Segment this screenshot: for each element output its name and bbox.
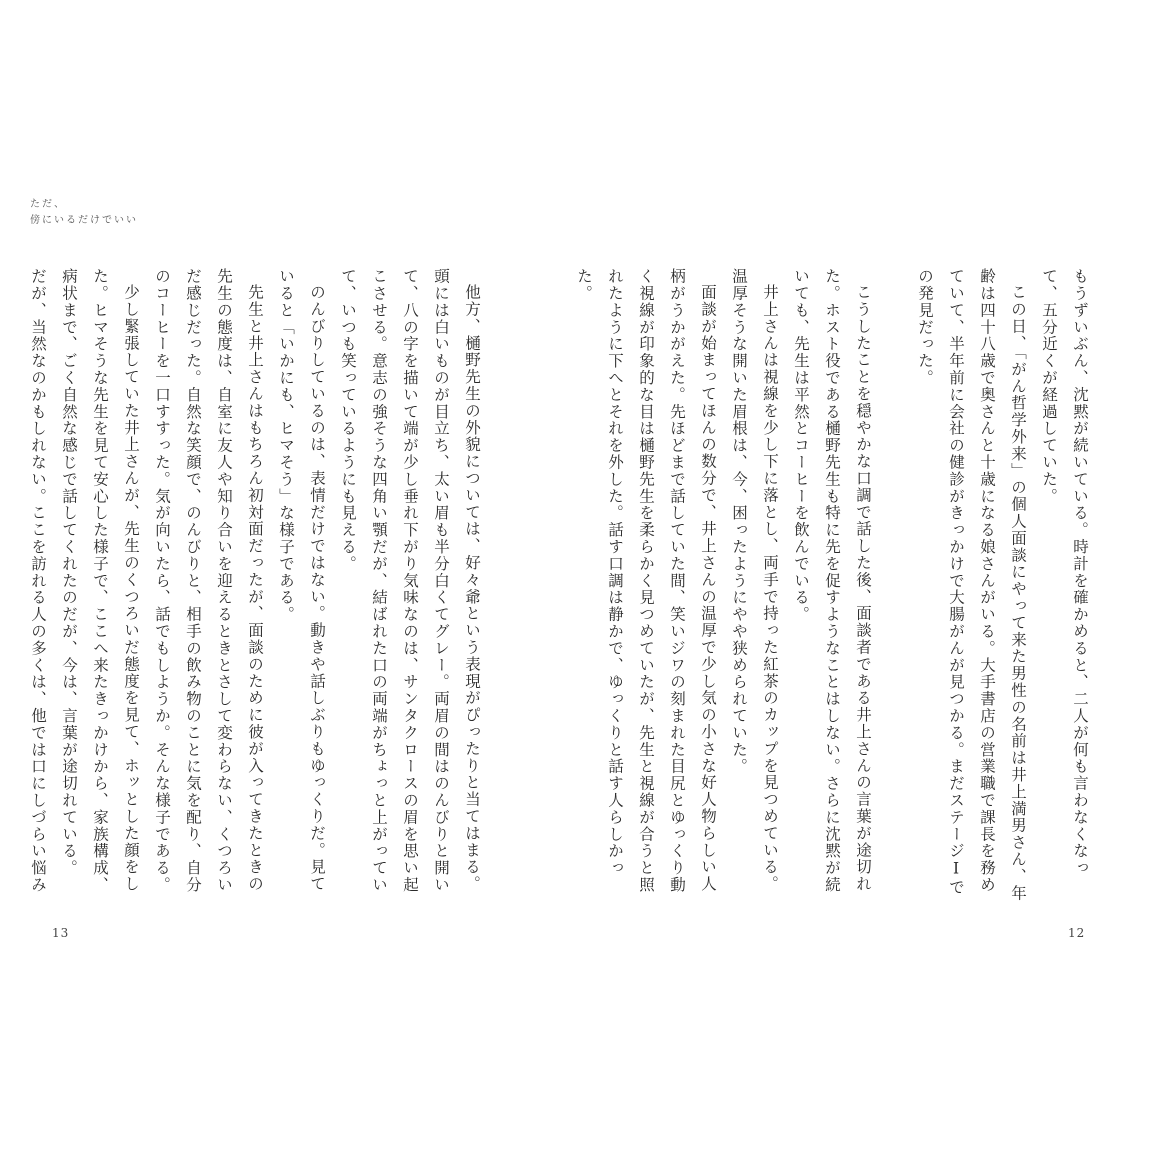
left-paragraph-5: だが、当然なのかもしれない。ここを訪れる人の多くは、他では口にしづらい悩み [29,268,47,894]
right-paragraph-1: もうずいぶん、沈黙が続いている。時計を確かめると、二人が何も言わなくなって、五分近くが経過していた。 [1040,268,1089,877]
running-head-line2: 傍にいるだけでいい [30,215,138,226]
right-paragraph-4: 井上さんは視線を少し下に落とし、両手で持った紅茶のカップを見つめている。温厚そうな開いた眉根は、今、困ったようにやや狭められていた。 [730,268,779,892]
page-number-left: 13 [52,926,70,940]
right-page-text [575,268,1095,908]
left-paragraph-4: 少し緊張していた井上さんが、先生のくつろいだ態度を見て、ホッとした顔をした。ヒマそうな先生を見て安心した様子で、ここへ来たきっかけから、家族構成、病状まで、ごく自然な感じで話してくれたのだが、今は、言葉が途切れている。 [60,268,140,894]
right-paragraph-3: こうしたことを穏やかな口調で話した後、面談者である井上さんの言葉が途切れた。ホスト役である樋野先生も特に先を促すようなことはしない。さらに沈黙が続いても、先生は平然とコーヒーを飲んでいる。 [792,268,872,894]
left-paragraph-2: のんびりしているのは、表情だけではない。動きや話しぶりもゆっくりだ。見ていると「いかにも、ヒマそう」な様子である。 [277,268,326,892]
running-head-line1: ただ、 [30,199,66,210]
right-paragraph-2: この日、「がん哲学外来」の個人面談にやって来た男性の名前は井上満男さん、年齢は四十八歳で奥さんと十歳になる娘さんがいる。大手書店の営業職で課長を務めていて、半年前に会社の健診がきっかけで大腸がんが見つかる。まだステージⅠでの発見だった。 [916,268,1027,902]
running-head [30,197,138,229]
left-paragraph-1: 他方、樋野先生の外貌については、好々爺という表現がぴったりと当てはまる。頭には白いものが目立ち、太い眉も半分白くてグレー。両眉の間はのんびりと開いて、八の字を描いて端が少し垂れ下がり気味なのは、サンタクロースの眉を思い起こさせる。意志の強そうな四角い顎だが、結ばれた口の両端がちょっと上がっていて、いつも笑っているようにも見える。 [339,268,481,894]
right-paragraph-5: 面談が始まってほんの数分で、井上さんの温厚で少し気の小さな好人物らしい人柄がうかがえた。先ほどまで話していた間、笑いジワの刻まれた目尻とゆっくり動く視線が印象的な目は樋野先生を柔らかく見つめていたが、先生と視線が合うと照れたように下へとそれを外した。話す口調は静かで、ゆっくりと話す人らしかった。 [575,268,717,894]
page-number-right: 12 [1068,926,1086,940]
left-paragraph-3: 先生と井上さんはもちろん初対面だったが、面談のために彼が入ってきたときの先生の態度は、自室に友人や知り合いを迎えるときとさして変わらない、くつろいだ感じだった。自然な笑顔で、のんびりと、相手の飲み物のことに気を配り、自分のコーヒーを一口すすった。気が向いたら、話でもしようか。そんな様子である。 [153,268,264,894]
left-page-text [29,268,487,908]
